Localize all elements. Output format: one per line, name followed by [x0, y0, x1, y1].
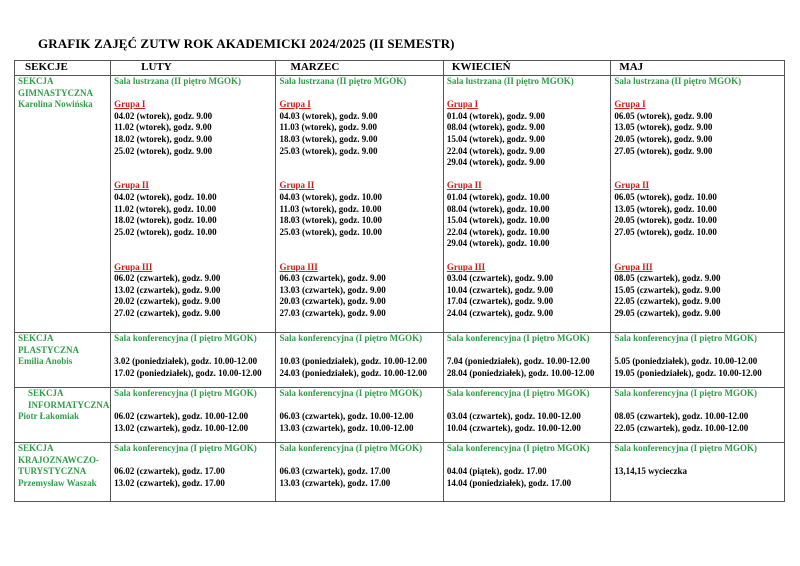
spacer	[114, 345, 272, 357]
schedule-entry: 29.05 (czwartek), godz. 9.00	[614, 307, 721, 318]
schedule-entry: 29.04 (wtorek), godz. 9.00	[446, 157, 545, 168]
spacer	[114, 169, 272, 181]
schedule-entry: 04.04 (piątek), godz. 17.00	[446, 466, 547, 477]
schedule-entry: 06.05 (wtorek), godz. 10.00	[614, 191, 717, 202]
group-label: Grupa II	[446, 180, 482, 191]
schedule-entry: 14.04 (poniedziałek), godz. 17.00	[446, 477, 572, 488]
schedule-entry: 04.02 (wtorek), godz. 9.00	[114, 110, 213, 121]
schedule-cell	[276, 333, 443, 388]
section-name: GIMNASTYCZNA	[18, 87, 94, 98]
schedule-entry: 27.02 (czwartek), godz. 9.00	[114, 307, 221, 318]
group-label: Grupa II	[614, 180, 650, 191]
group-label: Grupa I	[446, 99, 479, 110]
schedule-entry: 01.04 (wtorek), godz. 10.00	[446, 191, 550, 202]
spacer	[447, 400, 607, 412]
schedule-cell	[111, 388, 276, 443]
schedule-entry: 15.05 (czwartek), godz. 9.00	[614, 284, 721, 295]
spacer	[279, 238, 439, 250]
schedule-entry: 03.04 (czwartek), godz. 10.00-12.00	[446, 411, 581, 422]
schedule-cell	[111, 333, 276, 388]
spacer	[114, 455, 272, 467]
spacer	[447, 169, 607, 181]
spacer	[447, 250, 607, 262]
section-name: SEKCJA	[18, 443, 54, 453]
schedule-entry: 13.02 (czwartek), godz. 9.00	[114, 284, 221, 295]
schedule-entry: 20.05 (wtorek), godz. 9.00	[614, 133, 713, 144]
spacer	[614, 238, 781, 250]
spacer	[114, 400, 272, 412]
room-label: Sala konferencyjna (I piętro MGOK)	[279, 333, 423, 343]
schedule-cell	[443, 443, 610, 502]
schedule-entry: 06.05 (wtorek), godz. 9.00	[614, 110, 713, 121]
schedule-entry: 04.03 (wtorek), godz. 9.00	[279, 110, 378, 121]
schedule-entry: 04.02 (wtorek), godz. 10.00	[114, 191, 217, 202]
spacer	[614, 157, 781, 169]
schedule-entry: 22.04 (wtorek), godz. 9.00	[446, 145, 545, 156]
schedule-cell	[611, 443, 785, 502]
group-label: Grupa II	[114, 180, 149, 191]
spacer	[279, 400, 439, 412]
room-label: Sala konferencyjna (I piętro MGOK)	[614, 388, 757, 398]
spacer	[614, 250, 781, 262]
schedule-entry: 22.04 (wtorek), godz. 10.00	[446, 226, 550, 237]
spacer	[614, 88, 781, 100]
section-name: SEKCJA	[18, 333, 54, 343]
schedule-entry: 06.02 (czwartek), godz. 10.00-12.00	[114, 411, 249, 422]
schedule-cell	[611, 388, 785, 443]
room-label: Sala lustrzana (II piętro MGOK)	[446, 76, 574, 86]
schedule-entry: 17.02 (poniedziałek), godz. 10.00-12.00	[114, 367, 262, 378]
schedule-entry: 27.05 (wtorek), godz. 9.00	[614, 145, 713, 156]
spacer	[279, 169, 439, 181]
schedule-entry: 25.03 (wtorek), godz. 10.00	[279, 226, 383, 237]
schedule-entry: 27.05 (wtorek), godz. 10.00	[614, 226, 717, 237]
schedule-entry: 10.04 (czwartek), godz. 10.00-12.00	[446, 422, 581, 433]
section-leader: Karolina Nowińska	[18, 99, 93, 110]
room-label: Sala konferencyjna (I piętro MGOK)	[446, 443, 590, 453]
schedule-entry: 10.04 (czwartek), godz. 9.00	[446, 284, 554, 295]
schedule-cell	[611, 76, 785, 333]
schedule-entry: 20.02 (czwartek), godz. 9.00	[114, 296, 221, 307]
spacer	[279, 345, 439, 357]
room-label: Sala lustrzana (II piętro MGOK)	[114, 76, 241, 86]
header-sekcje: SEKCJE	[15, 61, 111, 76]
schedule-entry: 08.05 (czwartek), godz. 9.00	[614, 273, 721, 284]
schedule-cell	[276, 388, 443, 443]
schedule-entry: 3.02 (poniedziałek), godz. 10.00-12.00	[114, 356, 258, 367]
spacer	[614, 345, 781, 357]
schedule-entry: 22.05 (czwartek), godz. 9.00	[614, 296, 721, 307]
schedule-entry: 22.05 (czwartek), godz. 10.00-12.00	[614, 422, 749, 433]
schedule-entry: 11.02 (wtorek), godz. 9.00	[114, 122, 212, 133]
schedule-entry: 20.03 (czwartek), godz. 9.00	[279, 296, 386, 307]
schedule-entry: 25.02 (wtorek), godz. 9.00	[114, 145, 213, 156]
schedule-cell	[111, 443, 276, 502]
group-label: Grupa II	[279, 180, 315, 191]
group-label: Grupa III	[614, 261, 653, 272]
schedule-entry: 25.02 (wtorek), godz. 10.00	[114, 226, 217, 237]
schedule-cell	[111, 76, 276, 333]
section-cell	[15, 333, 111, 388]
schedule-entry: 06.02 (czwartek), godz. 17.00	[114, 466, 225, 477]
schedule-entry: 18.03 (wtorek), godz. 9.00	[279, 133, 378, 144]
room-label: Sala konferencyjna (I piętro MGOK)	[279, 388, 423, 398]
room-label: Sala konferencyjna (I piętro MGOK)	[114, 333, 257, 343]
room-label: Sala konferencyjna (I piętro MGOK)	[614, 333, 757, 343]
spacer	[447, 455, 607, 467]
schedule-cell	[276, 76, 443, 333]
spacer	[114, 88, 272, 100]
section-cell	[15, 443, 111, 502]
schedule-entry: 27.03 (czwartek), godz. 9.00	[279, 307, 386, 318]
schedule-entry: 01.04 (wtorek), godz. 9.00	[446, 110, 545, 121]
spacer	[279, 250, 439, 262]
spacer	[614, 400, 781, 412]
schedule-entry: 03.04 (czwartek), godz. 9.00	[446, 273, 554, 284]
room-label: Sala konferencyjna (I piętro MGOK)	[114, 443, 257, 453]
schedule-entry: 11.03 (wtorek), godz. 10.00	[279, 203, 382, 214]
group-label: Grupa I	[279, 99, 311, 110]
schedule-entry: 06.03 (czwartek), godz. 9.00	[279, 273, 386, 284]
schedule-entry: 18.02 (wtorek), godz. 10.00	[114, 215, 217, 226]
group-label: Grupa III	[446, 261, 486, 272]
schedule-entry: 11.02 (wtorek), godz. 10.00	[114, 203, 217, 214]
schedule-entry: 11.03 (wtorek), godz. 9.00	[279, 122, 378, 133]
group-label: Grupa I	[114, 99, 146, 110]
schedule-entry: 06.02 (czwartek), godz. 9.00	[114, 273, 221, 284]
schedule-entry: 24.04 (czwartek), godz. 9.00	[446, 307, 554, 318]
spacer	[447, 88, 607, 100]
schedule-table	[14, 60, 785, 502]
schedule-entry: 15.04 (wtorek), godz. 9.00	[446, 133, 545, 144]
section-name: SEKCJA	[18, 76, 54, 86]
spacer	[614, 169, 781, 181]
room-label: Sala lustrzana (II piętro MGOK)	[614, 76, 742, 86]
schedule-entry: 13.02 (czwartek), godz. 17.00	[114, 477, 225, 488]
schedule-entry: 06.03 (czwartek), godz. 17.00	[279, 466, 391, 477]
schedule-entry: 13.03 (czwartek), godz. 9.00	[279, 284, 386, 295]
spacer	[279, 455, 439, 467]
spacer	[114, 250, 272, 262]
group-label: Grupa I	[614, 99, 646, 110]
schedule-entry: 06.03 (czwartek), godz. 10.00-12.00	[279, 411, 414, 422]
section-name: PLASTYCZNA	[18, 344, 80, 355]
schedule-entry: 13.05 (wtorek), godz. 9.00	[614, 122, 713, 133]
table-row	[15, 76, 785, 333]
schedule-entry: 13.02 (czwartek), godz. 10.00-12.00	[114, 422, 249, 433]
schedule-entry: 20.05 (wtorek), godz. 10.00	[614, 215, 717, 226]
schedule-entry: 13.05 (wtorek), godz. 10.00	[614, 203, 717, 214]
header-row	[15, 61, 785, 76]
schedule-entry: 13.03 (czwartek), godz. 10.00-12.00	[279, 422, 414, 433]
section-name: KRAJOZNAWCZO-	[18, 454, 100, 465]
spacer	[614, 455, 781, 467]
schedule-entry: 29.04 (wtorek), godz. 10.00	[446, 238, 550, 249]
schedule-entry: 04.03 (wtorek), godz. 10.00	[279, 191, 383, 202]
schedule-entry: 10.03 (poniedziałek), godz. 10.00-12.00	[279, 356, 427, 367]
schedule-entry: 18.03 (wtorek), godz. 10.00	[279, 215, 383, 226]
header-kwiecien: KWIECIEŃ	[443, 61, 610, 76]
schedule-cell	[443, 388, 610, 443]
table-row	[15, 333, 785, 388]
schedule-entry: 08.05 (czwartek), godz. 10.00-12.00	[614, 411, 749, 422]
room-label: Sala konferencyjna (I piętro MGOK)	[446, 333, 590, 343]
schedule-cell	[276, 443, 443, 502]
section-leader: Emilia Anobis	[18, 356, 73, 367]
room-label: Sala konferencyjna (I piętro MGOK)	[279, 443, 423, 453]
schedule-entry: 08.04 (wtorek), godz. 10.00	[446, 203, 550, 214]
schedule-entry: 15.04 (wtorek), godz. 10.00	[446, 215, 550, 226]
schedule-entry: 17.04 (czwartek), godz. 9.00	[446, 296, 554, 307]
section-name: INFORMATYCZNA	[28, 399, 110, 410]
group-label: Grupa III	[279, 261, 318, 272]
schedule-entry: 13,14,15 wycieczka	[614, 466, 688, 477]
schedule-entry: 25.03 (wtorek), godz. 9.00	[279, 145, 378, 156]
header-marzec: MARZEC	[276, 61, 443, 76]
section-leader: Piotr Łakomiak	[18, 411, 80, 422]
schedule-entry: 19.05 (poniedziałek), godz. 10.00-12.00	[614, 367, 762, 378]
group-label: Grupa III	[114, 261, 153, 272]
room-label: Sala konferencyjna (I piętro MGOK)	[614, 443, 757, 453]
spacer	[447, 345, 607, 357]
section-cell	[15, 388, 111, 443]
schedule-entry: 08.04 (wtorek), godz. 9.00	[446, 122, 545, 133]
header-maj: MAJ	[611, 61, 785, 76]
spacer	[279, 157, 439, 169]
page-title: GRAFIK ZAJĘĆ ZUTW ROK AKADEMICKI 2024/2025 (II SEMESTR)	[38, 36, 455, 51]
section-cell	[15, 76, 111, 333]
spacer	[114, 157, 272, 169]
section-name: TURYSTYCZNA	[18, 466, 87, 477]
schedule-cell	[443, 76, 610, 333]
schedule-entry: 18.02 (wtorek), godz. 9.00	[114, 133, 213, 144]
schedule-entry: 5.05 (poniedziałek), godz. 10.00-12.00	[614, 356, 758, 367]
schedule-cell	[611, 333, 785, 388]
schedule-entry: 24.03 (poniedziałek), godz. 10.00-12.00	[279, 367, 427, 378]
room-label: Sala konferencyjna (I piętro MGOK)	[114, 388, 257, 398]
table-row	[15, 388, 785, 443]
section-leader: Przemysław Waszak	[18, 477, 97, 488]
header-luty: LUTY	[111, 61, 276, 76]
schedule-cell	[443, 333, 610, 388]
spacer	[279, 88, 439, 100]
room-label: Sala konferencyjna (I piętro MGOK)	[446, 388, 590, 398]
schedule-entry: 28.04 (poniedziałek), godz. 10.00-12.00	[446, 367, 595, 378]
schedule-entry: 13.03 (czwartek), godz. 17.00	[279, 477, 391, 488]
section-name: SEKCJA	[28, 388, 64, 398]
table-row	[15, 443, 785, 502]
room-label: Sala lustrzana (II piętro MGOK)	[279, 76, 407, 86]
schedule-entry: 7.04 (poniedziałek), godz. 10.00-12.00	[446, 356, 590, 367]
spacer	[114, 238, 272, 250]
